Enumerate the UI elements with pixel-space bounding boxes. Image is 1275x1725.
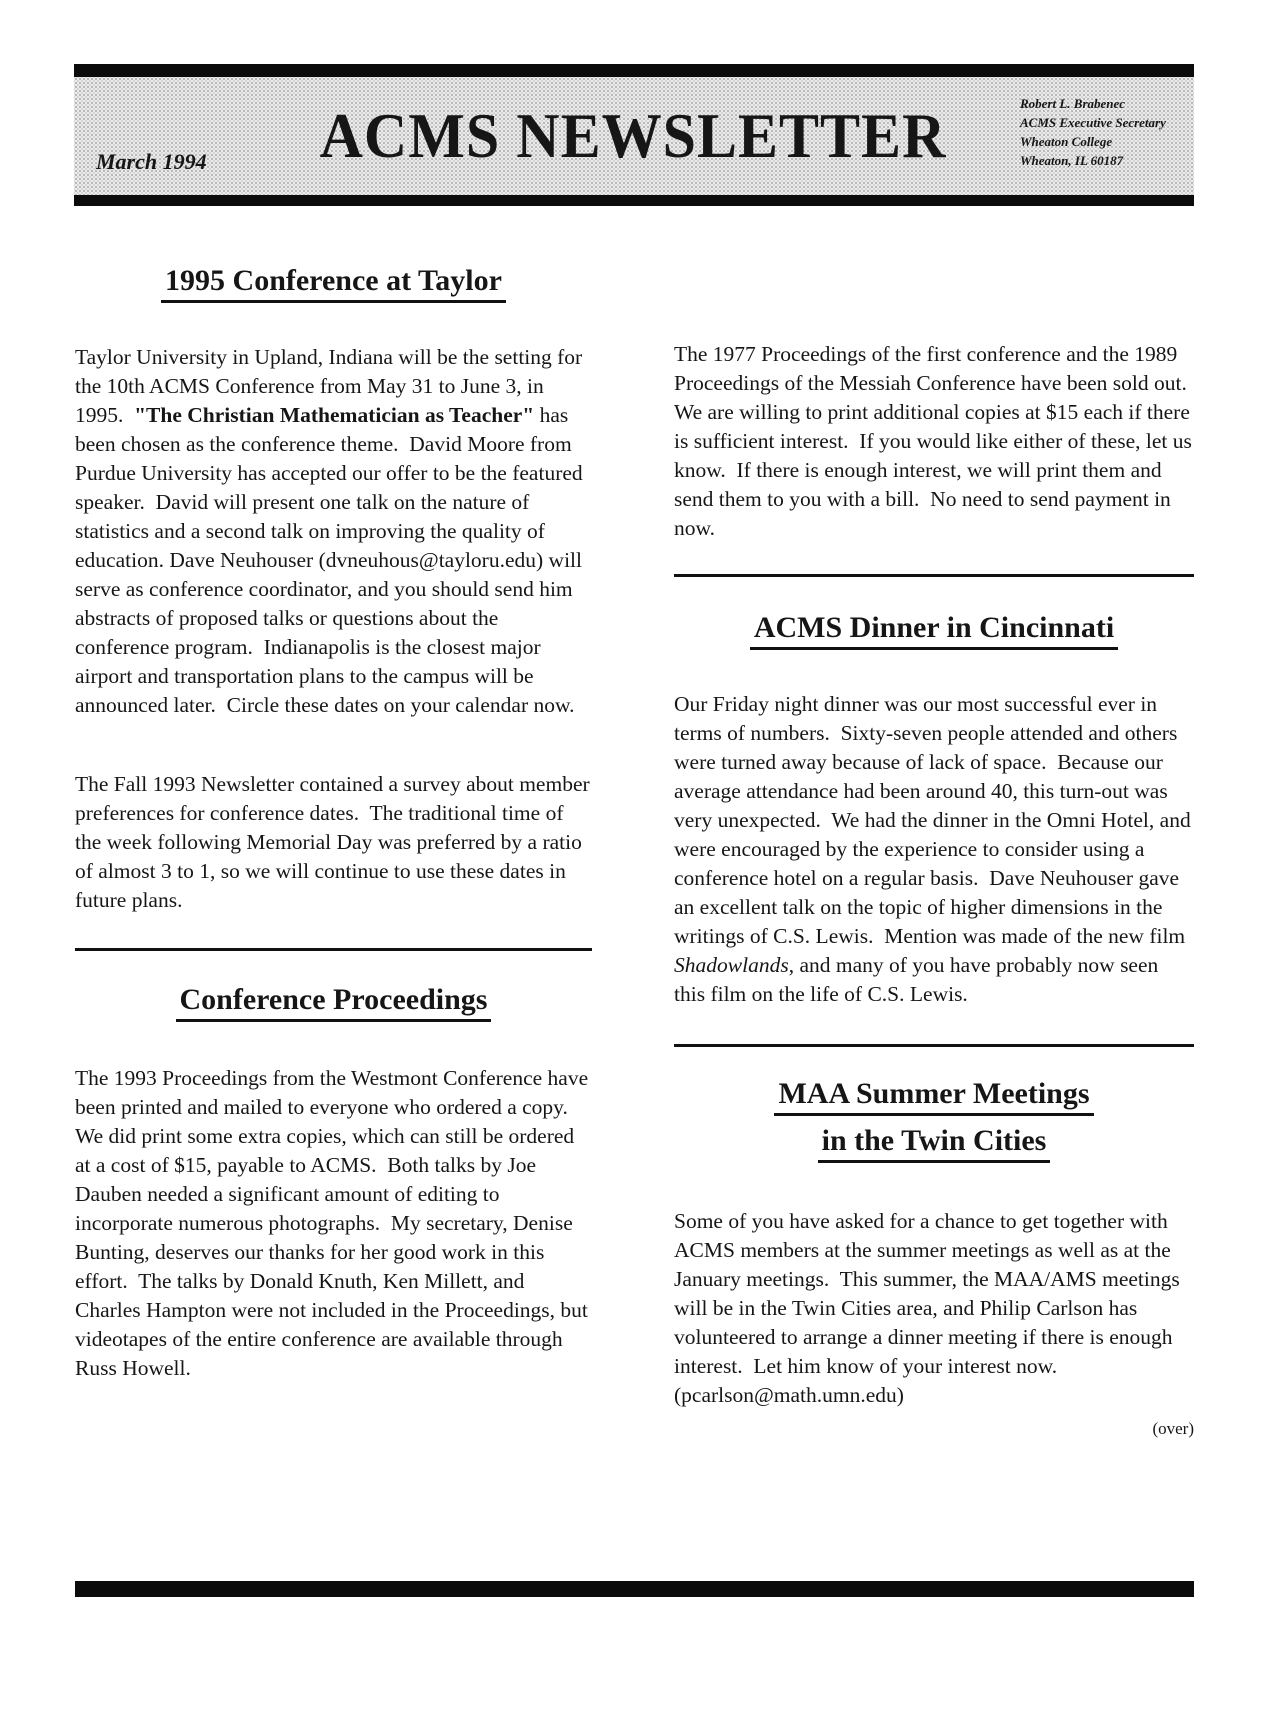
- masthead-bottom-bar: [74, 195, 1194, 206]
- heading-maa-line-2: in the Twin Cities: [818, 1122, 1051, 1163]
- newsletter-title: ACMS NEWSLETTER: [319, 100, 947, 171]
- taylor-paragraph-2: The Fall 1993 Newsletter contained a survey about member preferences for conference dates. The traditional time of the week following Memorial Day was preferred by a ratio of almost 3 to 1, so we will continue to use these dates in future plans.: [75, 772, 596, 912]
- contact-institution: Wheaton College: [1020, 134, 1113, 149]
- contact-address: Wheaton, IL 60187: [1020, 153, 1124, 168]
- section-divider-right-1: [674, 574, 1194, 577]
- heading-acms-dinner: [674, 609, 1194, 650]
- left-column: [75, 240, 596, 1383]
- heading-acms-dinner-text: ACMS Dinner in Cincinnati: [750, 609, 1118, 650]
- heading-1995-conference: [75, 262, 592, 303]
- right-column: [674, 240, 1198, 1443]
- heading-1995-conference-text: 1995 Conference at Taylor: [161, 262, 506, 303]
- heading-maa-summer-meetings: [674, 1075, 1194, 1163]
- editor-contact-block: [1020, 94, 1188, 170]
- issue-date: March 1994: [96, 149, 207, 174]
- contact-role: ACMS Executive Secretary: [1020, 115, 1166, 130]
- over-note: (over): [1152, 1419, 1194, 1438]
- heading-conference-proceedings-text: Conference Proceedings: [176, 981, 492, 1022]
- masthead-top-bar: [74, 64, 1194, 77]
- proceedings-paragraph: The 1993 Proceedings from the Westmont Conference have been printed and mailed to everyone who ordered a copy. We did print some extra copies, which can still be ordered at a cost of $15, payable to ACMS. Both talks by Joe Dauben needed a significant amount of editing to incorporate numerous photographs. My secretary, Denise Bunting, deserves our thanks for her good work in this effort. The talks by Donald Knuth, Ken Millett, and Charles Hampton were not included in the Proceedings, but videotapes of the entire conference are available through Russ Howell.: [75, 1066, 594, 1380]
- maa-paragraph: Some of you have asked for a chance to get together with ACMS members at the summer meetings as well as at the January meetings. This summer, the MAA/AMS meetings will be in the Twin Cities area, and Philip Carlson has volunteered to arrange a dinner meeting if there is enough interest. Let him know of your interest now. (pcarlson@math.umn.edu): [674, 1209, 1186, 1407]
- dinner-paragraph: Our Friday night dinner was our most successful ever in terms of numbers. Sixty-seven people attended and others were turned away because of lack of space. Because our average attendance had been around 40, this turn-out was very unexpected. We had the dinner in the Omni Hotel, and were encouraged by the experience to consider using a conference hotel on a regular basis. Dave Neuhouser gave an excellent talk on the topic of higher dimensions in the writings of C.S. Lewis. Mention was made of the new film Shadowlands, and many of you have probably now seen this film on the life of C.S. Lewis.: [674, 692, 1197, 1006]
- heading-maa-line-1: MAA Summer Meetings: [774, 1075, 1093, 1116]
- section-divider-right-2: [674, 1044, 1194, 1047]
- masthead: [74, 64, 1194, 206]
- masthead-banner: [74, 77, 1194, 195]
- page-bottom-bar: [75, 1581, 1194, 1597]
- contact-name: Robert L. Brabenec: [1020, 96, 1126, 111]
- section-divider-left: [75, 948, 592, 951]
- sold-out-paragraph: The 1977 Proceedings of the first conference and the 1989 Proceedings of the Messiah Conference have been sold out. We are willing to print additional copies at $15 each if there is sufficient interest. If you would like either of these, let us know. If there is enough interest, we will print them and send them to you with a bill. No need to send payment in now.: [674, 342, 1198, 540]
- taylor-paragraph-1: Taylor University in Upland, Indiana will be the setting for the 10th ACMS Conference from May 31 to June 3, in 1995. "The Christian Mathematician as Teacher" has been chosen as the conference theme. David Moore from Purdue University has accepted our offer to be the featured speaker. David will present one talk on the nature of statistics and a second talk on improving the quality of education. Dave Neuhouser (dvneuhous@tayloru.edu) will serve as conference coordinator, and you should send him abstracts of proposed talks or questions about the conference program. Indianapolis is the closest major airport and transportation plans to the campus will be announced later. Circle these dates on your calendar now.: [75, 345, 589, 717]
- heading-conference-proceedings: [75, 981, 592, 1022]
